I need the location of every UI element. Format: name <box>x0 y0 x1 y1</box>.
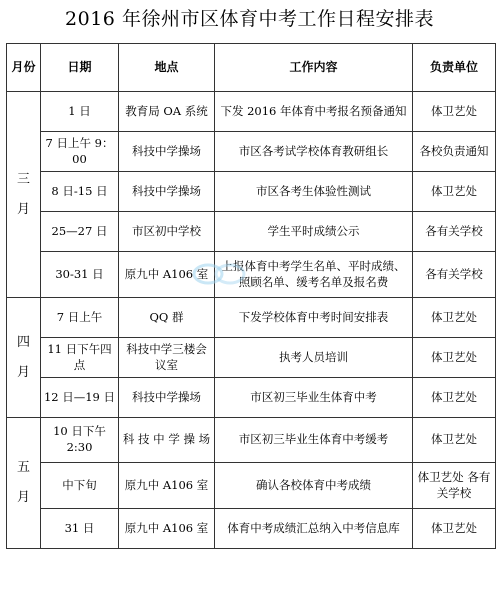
place-cell: QQ 群 <box>119 298 215 338</box>
unit-cell: 体卫艺处 <box>413 378 496 418</box>
content-cell: 确认各校体育中考成绩 <box>215 463 413 509</box>
month-march: 三 月 <box>16 171 30 217</box>
month-april: 四 月 <box>16 334 30 380</box>
date-cell: 31 日 <box>41 509 119 549</box>
header-date: 日期 <box>41 44 119 92</box>
content-cell: 上报体育中考学生名单、平时成绩、照顾名单、缓考名单及报名费 <box>215 252 413 298</box>
place-cell: 科 技 中 学 操 场 <box>119 418 215 463</box>
month-cell <box>7 418 41 549</box>
content-cell: 执考人员培训 <box>215 338 413 378</box>
place-cell: 市区初中学校 <box>119 212 215 252</box>
table-row <box>7 338 496 378</box>
unit-cell: 体卫艺处 <box>413 298 496 338</box>
header-place: 地点 <box>119 44 215 92</box>
place-cell: 科技中学操场 <box>119 132 215 172</box>
table-row <box>7 509 496 549</box>
unit-cell: 各校负责通知 <box>413 132 496 172</box>
content-cell: 下发学校体育中考时间安排表 <box>215 298 413 338</box>
header-unit: 负责单位 <box>413 44 496 92</box>
content-cell: 体育中考成绩汇总纳入中考信息库 <box>215 509 413 549</box>
month-may: 五 月 <box>16 460 30 505</box>
table-row <box>7 252 496 298</box>
unit-cell: 体卫艺处 <box>413 172 496 212</box>
place-cell: 原九中 A106 室 <box>119 509 215 549</box>
content-cell: 市区各考生体验性测试 <box>215 172 413 212</box>
unit-cell: 各有关学校 <box>413 252 496 298</box>
place-cell: 原九中 A106 室 <box>119 252 215 298</box>
table-row <box>7 378 496 418</box>
header-content: 工作内容 <box>215 44 413 92</box>
table-row <box>7 298 496 338</box>
date-cell: 12 日—19 日 <box>41 378 119 418</box>
table-row <box>7 92 496 132</box>
unit-cell: 体卫艺处 <box>413 509 496 549</box>
place-cell: 科技中学操场 <box>119 378 215 418</box>
table-row <box>7 463 496 509</box>
date-cell: 7 日上午 <box>41 298 119 338</box>
month-cell <box>7 298 41 418</box>
table-row <box>7 172 496 212</box>
unit-cell: 体卫艺处 <box>413 338 496 378</box>
month-cell <box>7 92 41 298</box>
place-cell: 原九中 A106 室 <box>119 463 215 509</box>
schedule-table <box>6 43 496 549</box>
table-row <box>7 132 496 172</box>
unit-cell: 体卫艺处 <box>413 92 496 132</box>
date-cell: 10 日下午 2:30 <box>41 418 119 463</box>
unit-cell: 各有关学校 <box>413 212 496 252</box>
place-cell: 科技中学三楼会议室 <box>119 338 215 378</box>
page-title: 2016 年徐州市区体育中考工作日程安排表 <box>65 8 434 30</box>
table-row <box>7 418 496 463</box>
unit-cell: 体卫艺处 各有关学校 <box>413 463 496 509</box>
place-cell: 教育局 OA 系统 <box>119 92 215 132</box>
date-cell: 8 日-15 日 <box>41 172 119 212</box>
date-cell: 30-31 日 <box>41 252 119 298</box>
date-cell: 25—27 日 <box>41 212 119 252</box>
header-row <box>7 44 496 92</box>
table-row <box>7 212 496 252</box>
date-cell: 11 日下午四点 <box>41 338 119 378</box>
content-cell: 下发 2016 年体育中考报名预备通知 <box>215 92 413 132</box>
unit-cell: 体卫艺处 <box>413 418 496 463</box>
content-cell: 学生平时成绩公示 <box>215 212 413 252</box>
header-month: 月份 <box>7 44 41 92</box>
content-cell: 市区各考试学校体育教研组长 <box>215 132 413 172</box>
date-cell: 1 日 <box>41 92 119 132</box>
place-cell: 科技中学操场 <box>119 172 215 212</box>
date-cell: 7 日上午 9：00 <box>41 132 119 172</box>
date-cell: 中下旬 <box>41 463 119 509</box>
content-cell: 市区初三毕业生体育中考 <box>215 378 413 418</box>
content-cell: 市区初三毕业生体育中考缓考 <box>215 418 413 463</box>
